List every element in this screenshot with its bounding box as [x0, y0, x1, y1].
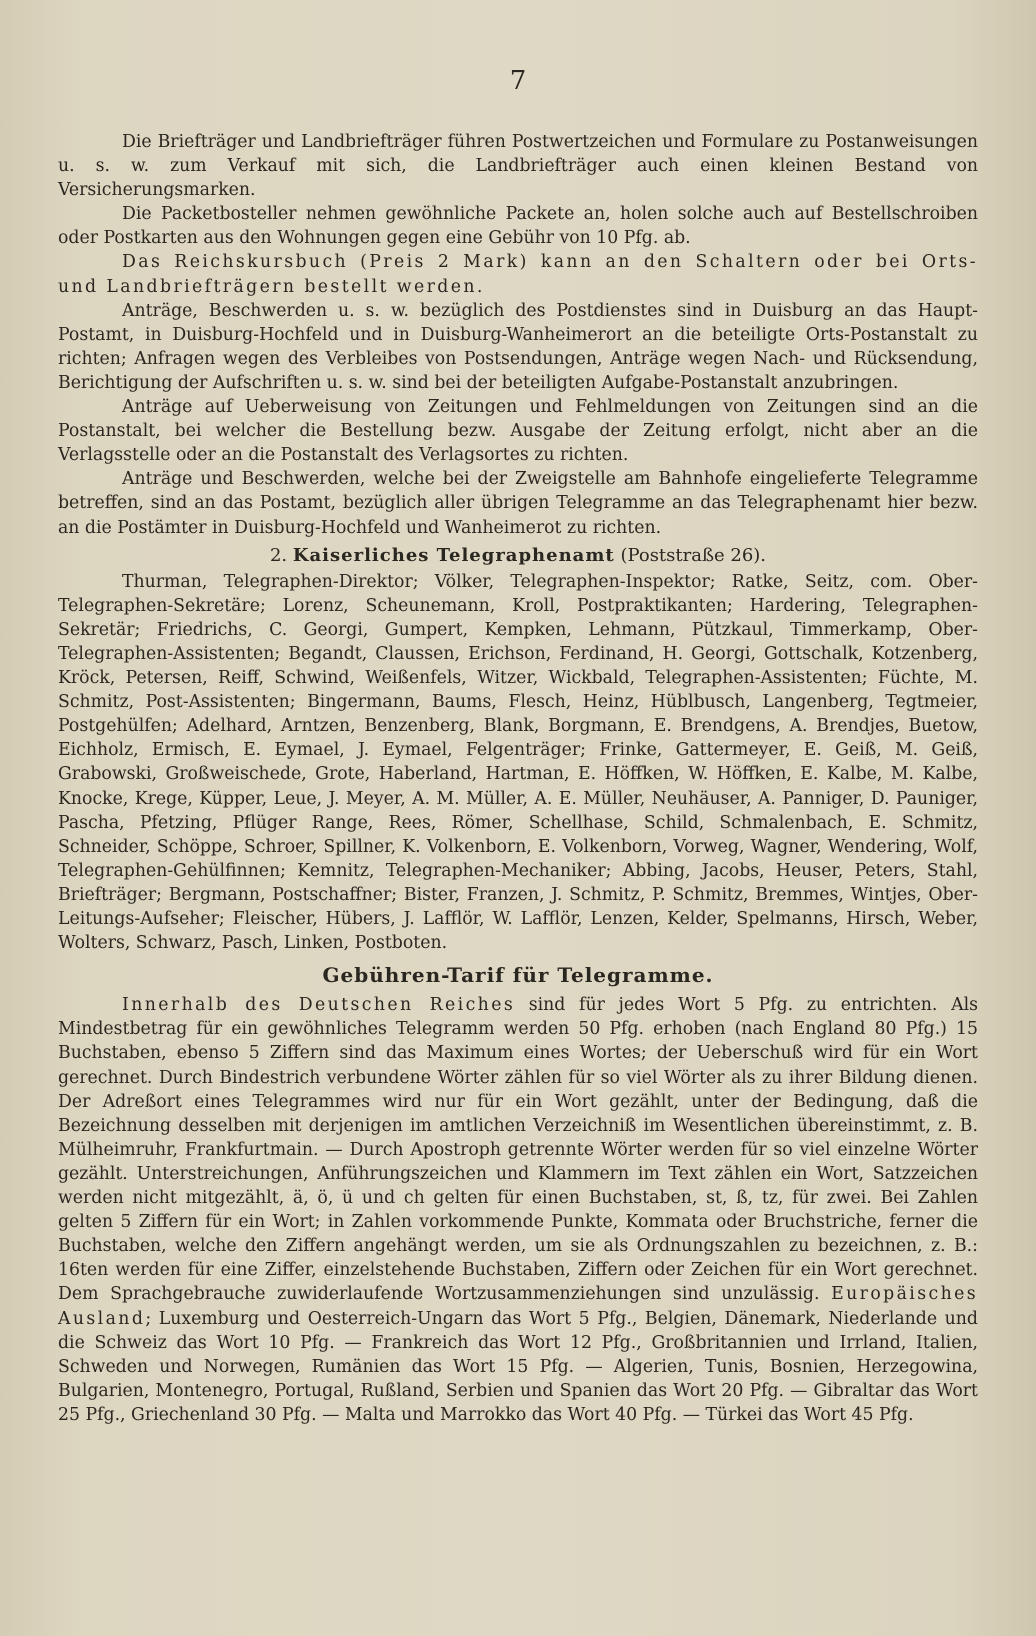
section-heading-telegraphenamt	[58, 544, 978, 568]
staff-list: Thurman, Telegraphen-Direktor; Völker, Telegraphen-Inspektor; Ratke, Seitz, com. Ober-Telegraphen-Sekretäre; Lorenz, Scheunemann, Kroll, Postpraktikanten; Hardering, Telegraphen-Sekretär; Friedrichs, C. Georgi, Gumpert, Kempken, Lehmann, Pützkaul, Timmerkamp, Ober-Telegraphen-Assistenten; Begandt, Claussen, Erichson, Ferdinand, H. Georgi, Gottschalk, Kotzenberg, Kröck, Petersen, Reiff, Schwind, Weißenfels, Witzer, Wickbald, Telegraphen-Assistenten; Füchte, M. Schmitz, Post-Assistenten; Bingermann, Baums, Flesch, Heinz, Hüblbusch, Langenberg, Tegtmeier, Postgehülfen; Adelhard, Arntzen, Benzenberg, Blank, Borgmann, E. Brendgens, A. Brendjes, Buetow, Eichholz, Ermisch, E. Eymael, J. Eymael, Felgenträger; Frinke, Gattermeyer, E. Geiß, M. Geiß, Grabowski, Großweischede, Grote, Haberland, Hartman, E. Höffken, W. Höffken, E. Kalbe, M. Kalbe, Knocke, Krege, Küpper, Leue, J. Meyer, A. M. Müller, A. E. Müller, Neuhäuser, A. Panniger, D. Pauniger, Pascha, Pfetzing, Pflüger Range, Rees, Römer, Schellhase, Schild, Schmalenbach, E. Schmitz, Schneider, Schöppe, Schroer, Spillner, K. Volkenborn, E. Volkenborn, Vorweg, Wagner, Wendering, Wolf, Telegraphen-Gehülfinnen; Kemnitz, Telegraphen-Mechaniker; Abbing, Jacobs, Heuser, Peters, Stahl, Briefträger; Bergmann, Postschaffner; Bister, Franzen, J. Schmitz, P. Schmitz, Bremmes, Wintjes, Ober-Leitungs-Aufseher; Fleischer, Hübers, J. Lafflör, W. Lafflör, Lenzen, Kelder, Spelmanns, Hirsch, Weber, Wolters, Schwarz, Pasch, Linken, Postboten.	[58, 571, 978, 954]
section-title: Kaiserliches Telegraphenamt	[292, 544, 615, 566]
tariff-heading: Gebühren-Tarif für Telegramme.	[322, 963, 714, 988]
paragraph-antraege-zeitungen: Anträge auf Ueberweisung von Zeitungen und Fehlmeldungen von Zeitungen sind an die Postanstalt, bei welcher die Bestellung bezw. Ausgabe der Zeitung erfolgt, nicht aber an die Verlagsstelle oder an die Postanstalt des Verlagsortes zu richten.	[58, 397, 978, 466]
page-content	[58, 130, 978, 1427]
section-number: 2.	[269, 544, 288, 566]
paragraph-antraege-postdienst: Anträge, Beschwerden u. s. w. bezüglich des Postdienstes sind in Duisburg an das Haupt-Postamt, in Duisburg-Hochfeld und in Duisburg-Wanheimerort an die beteiligte Orts-Postanstalt zu richten; Anfragen wegen des Verbleibes von Postsendungen, Anträge wegen Nach- und Rücksendung, Berichtigung der Aufschriften u. s. w. sind bei der beteiligten Aufgabe-Postanstalt anzubringen.	[58, 300, 978, 393]
paragraph-reichskursbuch: Das Reichskursbuch (Preis 2 Mark) kann an den Schaltern oder bei Orts- und Landbriefträgern bestellt werden.	[58, 252, 978, 297]
tariff-europe-text: ; Luxemburg und Oesterreich-Ungarn das Wort 5 Pfg., Belgien, Dänemark, Niederlande und die Schweiz das Wort 10 Pfg. — Frankreich das Wort 12 Pfg., Großbritannien und Irrland, Italien, Schweden und Norwegen, Rumänien das Wort 15 Pfg. — Algerien, Tunis, Bosnien, Herzegowina, Bulgarien, Montenegro, Portugal, Rußland, Serbien und Spanien das Wort 20 Pfg. — Gibraltar das Wort 25 Pfg., Griechenland 30 Pfg. — Malta und Marrokko das Wort 40 Pfg. — Türkei das Wort 45 Pfg.	[58, 1308, 978, 1425]
paragraph-brieftraeger: Die Briefträger und Landbriefträger führen Postwertzeichen und Formulare zu Postanweisungen u. s. w. zum Verkauf mit sich, die Landbriefträger auch einen kleinen Bestand von Versicherungsmarken.	[58, 132, 978, 201]
section-address: (Poststraße 26).	[620, 544, 767, 566]
tariff-lead: Innerhalb des Deutschen Reiches	[122, 995, 516, 1016]
page-number: 7	[509, 66, 527, 96]
tariff-intro: sind für jedes Wort 5 Pfg. zu entrichten. Als Mindestbetrag für ein gewöhnliches Telegramm werden 50 Pfg. erhoben (nach England 80 Pfg.) 15 Buchstaben, ebenso 5 Ziffern sind das Maximum eines Wortes; der Ueberschuß wird für ein Wort gerechnet. Durch Bindestrich verbundene Wörter zählen für so viel Wörter als zu ihrer Bildung dienen. Der Adreßort eines Telegrammes wird nur für ein Wort gezählt, unter der Bedingung, daß die Bezeichnung desselben mit derjenigen im amtlichen Verzeichniß im Wesentlichen übereinstimmt, z. B. Mülheimruhr, Frankfurtmain. — Durch Apostroph getrennte Wörter werden für so viel einzelne Wörter gezählt. Unterstreichungen, Anführungszeichen und Klammern im Text zählen ein Wort, Satzzeichen werden nicht mitgezählt, ä, ö, ü und ch gelten für einen Buchstaben, st, ß, tz, für zwei. Bei Zahlen gelten 5 Ziffern für ein Wort; in Zahlen vorkommende Punkte, Kommata oder Bruchstriche, ferner die Buchstaben, welche den Ziffern angehängt werden, um sie als Ordnungszahlen zu bezeichnen, z. B.: 16ten werden für eine Ziffer, einzelstehende Buchstaben, Ziffern oder Zeichen für ein Wort gerechnet. Dem Sprachgebrauche zuwiderlaufende Wortzusammenziehungen sind unzulässig.	[58, 995, 978, 1305]
tariff-paragraph	[58, 993, 978, 1427]
paragraph-packetbesteller: Die Packetbosteller nehmen gewöhnliche Packete an, holen solche auch auf Bestellschroiben oder Postkarten aus den Wohnungen gegen eine Gebühr von 10 Pfg. ab.	[58, 204, 978, 249]
paragraph-antraege-telegramme: Anträge und Beschwerden, welche bei der Zweigstelle am Bahnhofe eingelieferte Telegramme betreffen, sind an das Postamt, bezüglich aller übrigen Telegramme an das Telegraphenamt hier bezw. an die Postämter in Duisburg-Hochfeld und Wanheimerot zu richten.	[58, 469, 978, 538]
tariff-europe-label: Europäisches Ausland	[58, 1284, 978, 1329]
